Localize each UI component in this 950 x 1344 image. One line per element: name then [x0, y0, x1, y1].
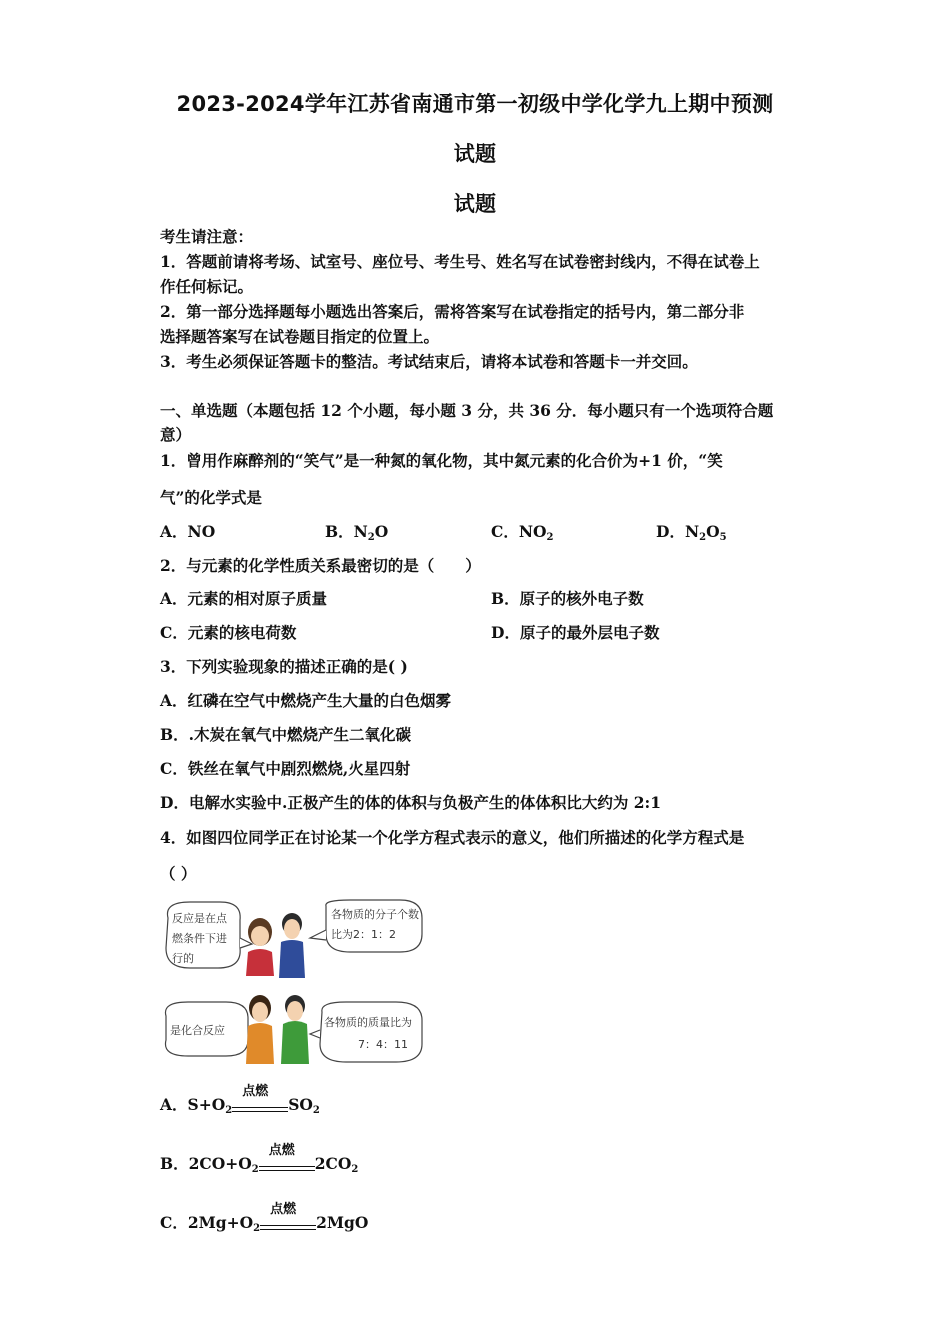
bubble-1-line-2: 燃条件下进	[172, 932, 227, 945]
student-boy-1-icon	[279, 913, 305, 978]
bubble-1-line-1: 反应是在点	[172, 912, 227, 925]
speech-bubble-1	[166, 902, 252, 968]
reaction-condition: 点燃	[260, 1213, 316, 1235]
question-2-option-c: C．元素的核电荷数	[160, 623, 297, 642]
question-1-option-c: C．$NO_2$	[491, 522, 554, 543]
question-4-option-b: B．$2CO+O_2$ 点燃 $2CO_2$	[160, 1143, 359, 1175]
page-title-line2: 试题	[453, 142, 497, 166]
question-4-stem: 4．如图四位同学正在讨论某一个化学方程式表示的意义，他们所描述的化学方程式是	[160, 828, 745, 847]
speech-bubble-2	[310, 900, 422, 952]
speech-bubble-4	[310, 1002, 422, 1062]
section-heading: 一、单选题（本题包括 12 个小题，每小题 3 分，共 36 分．每小题只有一个选项符合题	[160, 401, 774, 420]
bubble-2-line-2: 比为2：1：2	[331, 928, 396, 941]
question-3-option-d: D．电解水实验中.正极产生的体的体积与负极产生的体体积比大约为 2:1	[160, 793, 662, 812]
page-title: 2023-2024学年江苏省南通市第一初级中学化学九上期中预测	[176, 92, 774, 116]
question-3-option-a: A．红磷在空气中燃烧产生大量的白色烟雾	[160, 691, 452, 710]
question-3-stem: 3．下列实验现象的描述正确的是( )	[160, 657, 408, 676]
question-1-option-d: D．$N_2O_5$	[656, 522, 727, 543]
bubble-3-line-1: 是化合反应	[170, 1024, 225, 1037]
student-boy-2-icon	[281, 995, 309, 1064]
question-1-option-b: B．$N_2O$	[325, 522, 389, 543]
bubble-4-line-1: 各物质的质量比为	[324, 1016, 412, 1029]
question-1-stem: 1．曾用作麻醉剂的“笑气”是一种氮的氧化物，其中氮元素的化合价为+1 价，“笑	[160, 451, 723, 470]
student-girl-2-icon	[246, 995, 274, 1064]
notice-item-1: 1．答题前请将考场、试室号、座位号、考生号、姓名写在试卷密封线内，不得在试卷上	[160, 252, 760, 271]
question-4-option-c: C．$2Mg+O_2$ 点燃 2MgO	[160, 1202, 369, 1234]
question-4-option-a: A．$S+O_2$ 点燃 $SO_2$	[160, 1084, 320, 1116]
question-1-option-a: A．NO	[160, 522, 216, 541]
question-1-stem-cont: 气”的化学式是	[160, 488, 262, 507]
notice-item-2-cont: 选择题答案写在试卷题目指定的位置上。	[160, 327, 440, 346]
reaction-condition: 点燃	[232, 1095, 288, 1117]
section-heading-cont: 意）	[160, 425, 192, 444]
question-3-option-c: C．铁丝在氧气中剧烈燃烧,火星四射	[160, 759, 411, 778]
notice-item-3: 3．考生必须保证答题卡的整洁。考试结束后，请将本试卷和答题卡一并交回。	[160, 352, 698, 371]
notice-item-2: 2．第一部分选择题每小题选出答案后，需将答案写在试卷指定的括号内，第二部分非	[160, 302, 745, 321]
question-2-option-b: B．原子的核外电子数	[491, 589, 644, 608]
question-2-option-a: A．元素的相对原子质量	[160, 589, 328, 608]
notice-heading: 考生请注意：	[160, 227, 254, 246]
question-2-option-d: D．原子的最外层电子数	[491, 623, 660, 642]
speech-bubble-3	[165, 1002, 258, 1056]
bubble-2-line-1: 各物质的分子个数	[331, 908, 419, 921]
notice-item-1-cont: 作任何标记。	[160, 277, 254, 296]
students-discussion-figure	[160, 898, 425, 1068]
page-title-line3: 试题	[453, 192, 497, 216]
question-2-stem: 2．与元素的化学性质关系最密切的是（ ）	[160, 556, 481, 575]
student-girl-1-icon	[246, 918, 274, 976]
question-4-stem-cont: （ ）	[160, 864, 197, 883]
bubble-1-line-3: 行的	[172, 952, 194, 965]
bubble-4-line-2: 7：4：11	[358, 1038, 408, 1051]
question-3-option-b: B．.木炭在氧气中燃烧产生二氧化碳	[160, 725, 411, 744]
reaction-condition: 点燃	[259, 1154, 315, 1176]
